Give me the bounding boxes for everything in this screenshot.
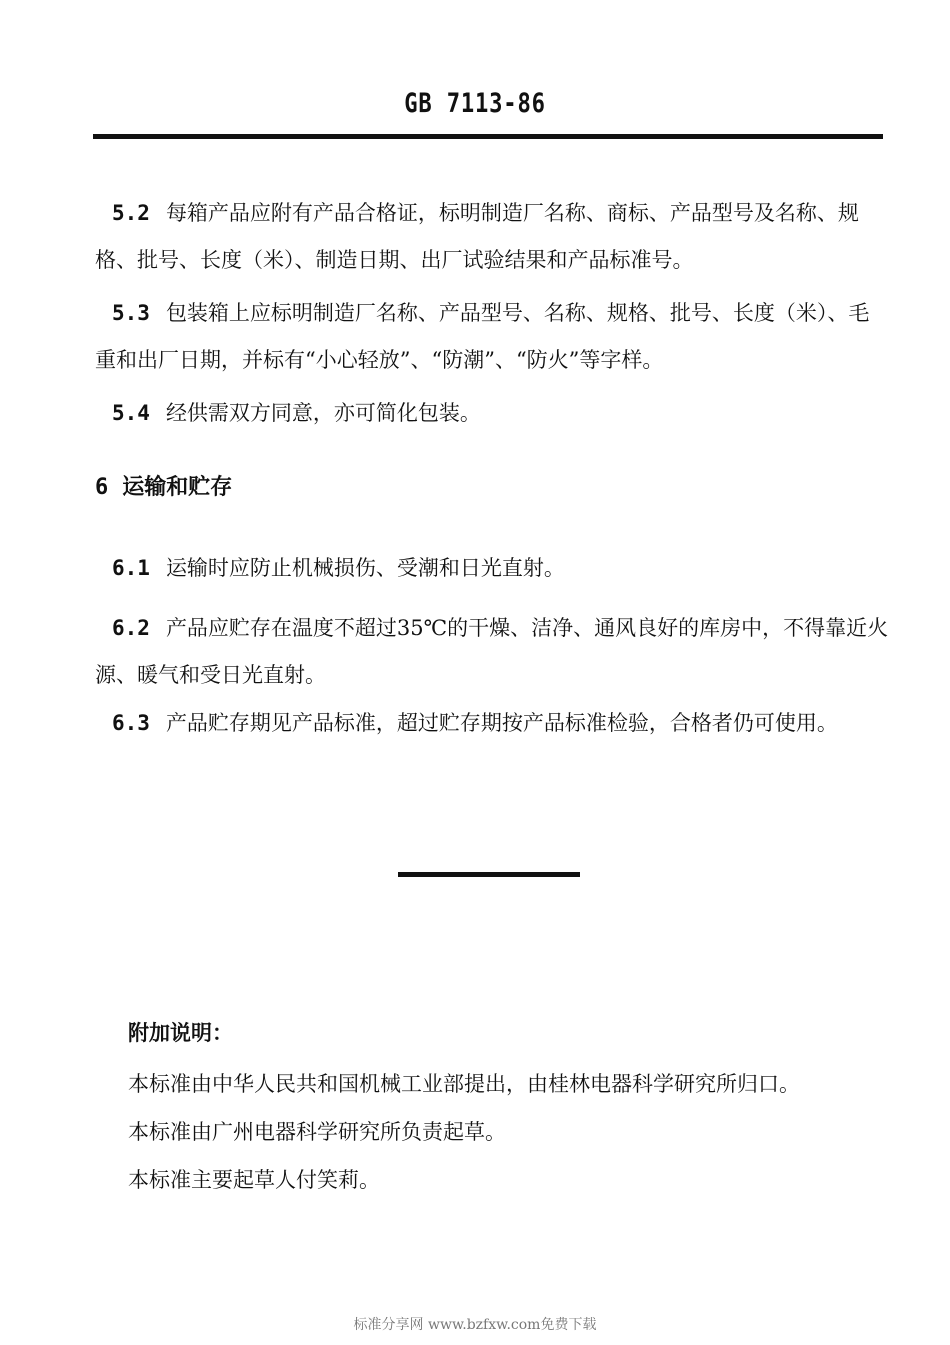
note-line: 本标准由广州电器科学研究所负责起草。 [128,1120,506,1144]
clause-text: 经供需双方同意，亦可简化包装。 [165,401,481,425]
footer-watermark: 标准分享网 www.bzfxw.com免费下载 [353,1317,597,1333]
clause-text: 每箱产品应附有产品合格证，标明制造厂名称、商标、产品型号及名称、规格、批号、长度（米）、制造日期、出厂试验结果和产品标准号。 [95,201,859,272]
clause-5-2 [95,190,890,284]
note-line: 本标准由中华人民共和国机械工业部提出，由桂林电器科学研究所归口。 [128,1072,800,1096]
notes-heading: 附加说明： [128,1020,233,1045]
clause-6-1 [95,545,890,592]
clause-text: 包装箱上应标明制造厂名称、产品型号、名称、规格、批号、长度（米）、毛重和出厂日期，并标有“小心轻放”、“防潮”、“防火”等字样。 [95,301,870,372]
clause-6-3 [95,700,890,747]
clause-text: 运输时应防止机械损伤、受潮和日光直射。 [165,556,565,580]
clause-number: 6.1 [112,556,150,580]
clause-number: 6.3 [112,711,150,735]
clause-text: 产品应贮存在温度不超过35℃的干燥、洁净、通风良好的库房中，不得靠近火源、暖气和受日光直射。 [95,616,889,687]
clause-number: 6.2 [112,616,150,640]
header-rule [93,134,883,139]
end-rule [398,872,580,877]
note-line: 本标准主要起草人付笑莉。 [128,1168,380,1192]
clause-number: 5.2 [112,201,150,225]
section-number: 6 [95,475,109,500]
standard-number: GB 7113-86 [404,88,546,119]
clause-number: 5.3 [112,301,150,325]
clause-5-4 [95,390,890,437]
section-heading [95,470,232,501]
clause-5-3 [95,290,890,384]
section-title: 运输和贮存 [122,474,233,500]
clause-6-2 [95,605,890,699]
clause-text: 产品贮存期见产品标准，超过贮存期按产品标准检验，合格者仍可使用。 [165,711,838,735]
clause-number: 5.4 [112,401,150,425]
